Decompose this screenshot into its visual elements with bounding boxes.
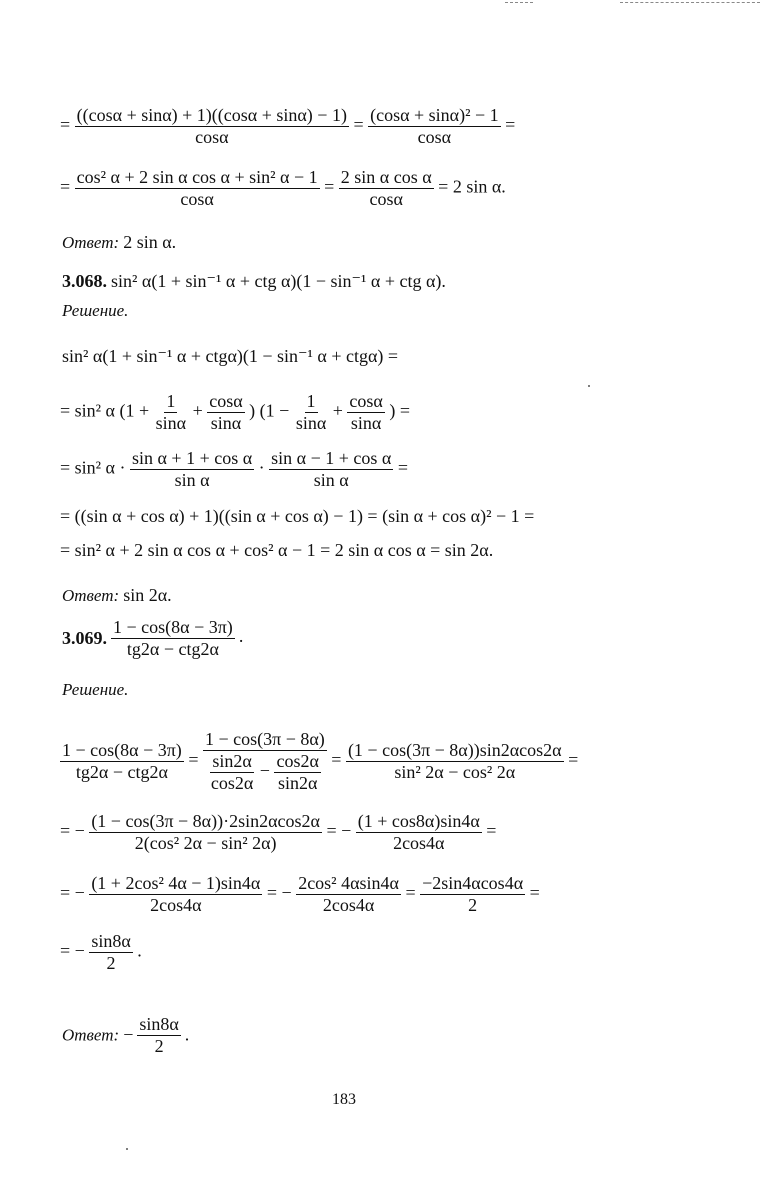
fraction: $\frac{\sin 8\alpha}{2}$	[91, 931, 131, 973]
answer-line	[62, 232, 176, 254]
fraction: 1 − cos(8α − 3π) tg2α − ctg2α	[62, 739, 182, 782]
answer-label: Ответ:	[62, 233, 120, 252]
fraction: $\frac{\text{2cos² 4αsin4α}}{2\cos 4\alpha}$	[298, 873, 399, 915]
solution-step-3: = sin² α · $\frac{\text{sin α + 1 + cos α}}{\text{sin α}}$ · $\frac{\text{sin α − 1 + cos α}}{\text{sin α}}$ =	[60, 448, 408, 490]
fraction: $\frac{\text{cos² α + 2 sin α cos α + sin² α − 1}}{\cos\alpha}$	[76, 167, 318, 209]
fraction: $\frac{\text{sin α + 1 + cos α}}{\text{sin α}}$	[131, 448, 253, 490]
fraction: $\frac{(1 - \cos(3\pi - 8\alpha))\cdot 2\sin 2\alpha\cos 2\alpha}{\text{2(cos² 2α − sin² 2α)}}$	[91, 811, 320, 853]
fraction: 1 − cos(3π − 8α) $\frac{\sin 2\alpha}{\cos 2\alpha}$ − $\frac{\cos 2\alpha}{\sin 2\alpha}$	[204, 729, 325, 793]
fraction: $\frac{(1 + \cos 8\alpha)\sin 4\alpha}{2\cos 4\alpha}$	[357, 811, 480, 853]
answer-label: Ответ:	[62, 1025, 120, 1045]
answer-fraction: $\frac{\sin 8\alpha}{2}$	[139, 1014, 179, 1056]
page-number: 183	[332, 1091, 356, 1108]
fraction: $\frac{\text{sin α − 1 + cos α}}{\text{sin α}}$	[271, 448, 392, 490]
solution-step-1: 1 − cos(8α − 3π) tg2α − ctg2α = 1 − cos(3π − 8α) $\frac{\sin 2\alpha}{\cos 2\alpha}$ − $\frac{\cos 2\alpha}{\sin 2\alpha}$ = $\frac{(1 - \cos(3\pi - 8\alpha))\sin 2\alpha\cos 2\alpha}{\text{sin² 2α − cos² 2α}}$ =	[62, 729, 579, 793]
fraction: $\frac{-2\sin 4\alpha\cos 4\alpha}{2}$	[422, 873, 524, 915]
fraction: $\frac{\text{2 sin α cos α}}{\cos\alpha}$	[340, 167, 432, 209]
derivation-line-2: = $\frac{\text{cos² α + 2 sin α cos α + sin² α − 1}}{\cos\alpha}$ = $\frac{\text{2 sin α cos α}}{\cos\alpha}$ = 2 sin α.	[60, 167, 506, 209]
solution-step-3: = − $\frac{\text{(1 + 2cos² 4α − 1)sin4α}}{2\cos 4\alpha}$ = − $\frac{\text{2cos² 4αsin4α}}{2\cos 4\alpha}$ = $\frac{-2\sin 4\alpha\cos 4\alpha}{2}$ =	[60, 873, 540, 915]
fraction: $\frac{\sin 2\alpha}{\cos 2\alpha}$	[210, 750, 254, 793]
solution-step-1: sin² α(1 + sin⁻¹ α + ctgα)(1 − sin⁻¹ α + ctgα) =	[62, 346, 399, 366]
fraction: $\frac{\cos\alpha}{\sin\alpha}$	[349, 391, 383, 433]
fraction: $\frac{\text{(1 + 2cos² 4α − 1)sin4α}}{2\cos 4\alpha}$	[91, 873, 261, 915]
fraction: $\frac{1}{\sin\alpha}$	[295, 391, 327, 433]
top-border-mark	[620, 2, 760, 3]
solution-step-2: = sin² α (1 + $\frac{1}{\sin\alpha}$ + $\frac{\cos\alpha}{\sin\alpha}$ ) (1 − $\frac{1}{\sin\alpha}$ + $\frac{\cos\alpha}{\sin\alpha}$ ) =	[60, 391, 411, 433]
solution-step-2: = − $\frac{(1 - \cos(3\pi - 8\alpha))\cdot 2\sin 2\alpha\cos 2\alpha}{\text{2(cos² 2α − sin² 2α)}}$ = − $\frac{(1 + \cos 8\alpha)\sin 4\alpha}{2\cos 4\alpha}$ =	[60, 811, 497, 853]
fraction: $\frac{\cos 2\alpha}{\sin 2\alpha}$	[276, 750, 319, 793]
solution-step-4: = − $\frac{\sin 8\alpha}{2}$ .	[60, 931, 142, 973]
solution-step-4: = ((sin α + cos α) + 1)((sin α + cos α) − 1) = (sin α + cos α)² − 1 =	[60, 506, 535, 526]
fraction: $\frac{\text{(cosα + sinα)² − 1}}{\cos\alpha}$	[370, 105, 499, 147]
solution-label: Решение.	[62, 301, 129, 320]
scan-dot	[126, 1148, 128, 1150]
problem-3068-statement	[62, 271, 446, 293]
scan-dot	[588, 385, 590, 387]
answer-value: sin 2α.	[123, 585, 172, 605]
problem-expression: sin² α(1 + sin⁻¹ α + ctg α)(1 − sin⁻¹ α + ctg α).	[111, 271, 446, 291]
solution-label: Решение.	[62, 680, 129, 699]
fraction: $\frac{\cos\alpha}{\sin\alpha}$	[209, 391, 243, 433]
answer-line: Ответ: − $\frac{\sin 8\alpha}{2}$ .	[62, 1014, 190, 1056]
problem-number: 3.069.	[62, 627, 107, 648]
answer-line	[62, 585, 172, 607]
fraction: 1 − cos(8α − 3π) tg2α − ctg2α	[113, 617, 233, 659]
derivation-line-1: = $\frac{((\cos\alpha + \sin\alpha) + 1)((\cos\alpha + \sin\alpha) - 1)}{\cos\alpha}$ = $\frac{\text{(cosα + sinα)² − 1}}{\cos\alpha}$ =	[60, 105, 516, 147]
problem-3069-statement: 3.069. 1 − cos(8α − 3π) tg2α − ctg2α .	[62, 617, 244, 659]
top-border-mark-small	[505, 2, 533, 3]
fraction: $\frac{(1 - \cos(3\pi - 8\alpha))\sin 2\alpha\cos 2\alpha}{\text{sin² 2α − cos² 2α}}$	[347, 739, 562, 782]
fraction: $\frac{((\cos\alpha + \sin\alpha) + 1)((\cos\alpha + \sin\alpha) - 1)}{\cos\alpha}$	[76, 105, 347, 147]
fraction: $\frac{1}{\sin\alpha}$	[155, 391, 187, 433]
solution-step-5: = sin² α + 2 sin α cos α + cos² α − 1 = 2 sin α cos α = sin 2α.	[60, 540, 494, 560]
problem-number: 3.068.	[62, 271, 107, 291]
answer-value: 2 sin α.	[123, 232, 177, 252]
answer-label: Ответ:	[62, 586, 120, 605]
